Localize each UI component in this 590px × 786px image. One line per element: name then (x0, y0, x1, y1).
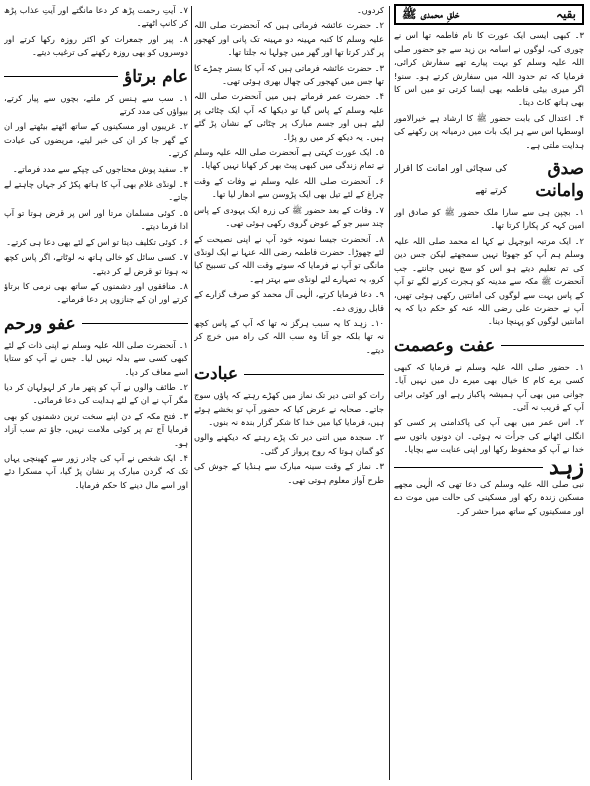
paragraph: نبی صلی اللہ علیہ وسلم کی دعا تھی کہ الٰہی مجھے مسکین زندہ رکھ اور مسکینی کی حالت میں موت دے اور مسکینوں کے ساتھ میرا حشر کر۔ (394, 478, 584, 516)
paragraph: ۳۔ نماز کے وقت سینہ مبارک سے ہنڈیا کے جوش کی طرح آواز معلوم ہوتی تھی۔ (194, 461, 384, 485)
paragraph: ۲۔ سجدہ میں اتنی دیر تک پڑے رہتے کہ دیکھنے والوں کو گمان ہوتا کہ روح پرواز کر گئی۔ (194, 432, 384, 456)
section-title: صدق وامانت (535, 159, 584, 202)
paragraph: ۳۔ حضرت عائشہ فرماتی ہیں کہ آپ کا بستر چمڑے کا تھا جس میں کھجور کی چھال بھری ہوئی تھی۔ (194, 62, 384, 87)
paragraph: ۴۔ لونڈی غلام بھی آپ کا ہاتھ پکڑ کر جہاں چاہتے لے جاتے۔ (4, 179, 188, 203)
section-heading-afw (4, 313, 188, 335)
heading-rule (82, 323, 188, 324)
heading-rule (4, 76, 118, 77)
paragraph: ۳۔ فتح مکہ کے دن اپنے سخت ترین دشمنوں کو بھی فرمایا آج تم پر کوئی ملامت نہیں، جاؤ تم سب آزاد ہو۔ (4, 410, 188, 448)
heading-rule (244, 374, 384, 375)
paragraph: ۳۔ کبھی ایسی ایک عورت کا نام فاطمہ تھا اس نے چوری کی، لوگوں نے اسامہ بن زید سے جو حضور صلی اللہ علیہ وسلم کو بہت پیارے تھے سفارش کرائی، فرمایا کہ تم حدود اللہ میں سفارش کرتے ہو۔ سنو! اگر میری بیٹی فاطمہ بھی ایسا کرتی تو میں اس کا بھی ہاتھ کاٹ دیتا۔ (394, 30, 584, 108)
paragraph: ۱۔ بچپن ہی سے سارا ملک حضور ﷺ کو صادق اور امین کہہ کر پکارا کرتا تھا۔ (394, 207, 584, 231)
paragraph: ۶۔ آنحضرت صلی اللہ علیہ وسلم نے وفات کے وقت چراغ کے لئے تیل بھی ایک پڑوسن سے ادھار لیا تھا۔ (194, 175, 384, 200)
section-subtitle: کی سچائی اور امانت کا اقرار کرتے تھے (394, 164, 508, 197)
paragraph: ۸۔ منافقوں اور دشمنوں کے ساتھ بھی نرمی کا برتاؤ کرتے اور ان کے جنازوں پر دعا فرماتے۔ (4, 280, 188, 305)
paragraph: ۵۔ ایک عورت کہتی ہے آنحضرت صلی اللہ علیہ وسلم نے تمام زندگی میں کبھی پیٹ بھر کر کھانا نہیں کھایا۔ (194, 147, 384, 171)
paragraph: رات کو اتنی دیر تک نماز میں کھڑے رہتے کہ پاؤں سوج جاتے۔ صحابہ نے عرض کیا کہ حضور آپ تو بخشے ہوئے ہیں، فرمایا کیا میں خدا کا شکر گزار بندہ نہ بنوں۔ (194, 390, 384, 427)
paragraph: ۳۔ سفید پوش محتاجوں کی چپکے سے مدد فرماتے۔ (12, 163, 188, 174)
section-heading-aam (4, 66, 188, 88)
section-heading-zuhd (394, 453, 584, 480)
paragraph: ۹۔ دعا فرمایا کرتے، الٰہی آل محمد کو صرف گزارے کے قابل روزی دے۔ (194, 289, 384, 313)
column-divider (191, 6, 192, 780)
section-title: عفو ورحم (4, 313, 76, 334)
paragraph: ۸۔ پیر اور جمعرات کو اکثر روزہ رکھا کرتے اور دوسروں کو بھی روزہ رکھنے کی ترغیب دیتے۔ (4, 33, 188, 58)
paragraph: ۴۔ حضرت عمر فرماتے ہیں میں آنحضرت صلی اللہ علیہ وسلم کے پاس گیا تو دیکھا کہ آپ ایک چٹائی پر لیٹے ہیں اور جسم مبارک پر چٹائی کے نشان پڑ گئے ہیں۔ یہ دیکھ کر میں رو پڑا۔ (194, 91, 384, 142)
paragraph: ۵۔ کوئی مسلمان مرتا اور اس پر قرض ہوتا تو آپ ادا فرما دیتے۔ (4, 207, 188, 232)
section-heading-iffat (394, 335, 584, 357)
column-middle (194, 4, 384, 782)
paragraph: ۲۔ اس عمر میں بھی آپ کی پاکدامنی پر کسی کو انگلی اٹھانے کی جرأت نہ ہوئی۔ ان دونوں باتوں سے خدا نے آپ کو محفوظ رکھا اور اپنی عنایت سے بچایا۔ (394, 417, 584, 455)
paragraph: ۴۔ اعتدال کی بابت حضور ﷺ کا ارشاد ہے خیرالامور اوسطہا اس سے ہر ایک بات میں درمیانہ پن رکھنے کی ہدایت ملتی ہے۔ (394, 112, 584, 150)
paragraph: ۲۔ غریبوں اور مسکینوں کے ساتھ اٹھتے بیٹھتے اور ان کے گھر جا کر ان کی خبر لیتے، مریضوں کی عیادت کرتے۔ (4, 121, 188, 159)
paragraph: ۱۰۔ زہد کا یہ سبب ہرگز نہ تھا کہ آپ کے پاس کچھ نہ تھا بلکہ جو آتا وہ سب اللہ کی راہ میں خرچ کر دیتے۔ (194, 317, 384, 355)
paragraph: ۱۔ حضور صلی اللہ علیہ وسلم نے فرمایا کہ کبھی کسی برے کام کا خیال بھی میرے دل میں نہیں آیا۔ جوانی میں بھی آپ ہمیشہ پاکباز رہے اور کوئی برائی آپ کے قریب نہ آئی۔ (394, 361, 584, 412)
column-divider (389, 6, 390, 780)
paragraph: کردوں۔ (356, 5, 384, 15)
section-title: عبادت (194, 364, 239, 385)
paragraph: ۲۔ ایک مرتبہ ابوجہل نے کہا اے محمد صلی اللہ علیہ وسلم ہم آپ کو جھوٹا نہیں سمجھتے لیکن جس دین کی تم تعلیم دیتے ہو اس کو سچ نہیں جانتے۔ جب آنحضرت ﷺ مکہ سے مدینہ کو ہجرت کرنے لگے تو آپ کے پاس بہت سے لوگوں کی امانتیں رکھی ہوئی تھیں، آپ نے حضرت علی رضی اللہ عنہ کو حکم دیا کہ یہ امانتیں لوگوں کو پہنچا دینا۔ (394, 235, 584, 327)
section-heading-sidq (394, 158, 584, 202)
paragraph: ۸۔ آنحضرت جیسا نمونہ خود آپ نے اپنی نصیحت کے لئے چھوڑا۔ حضرت فاطمہ رضی اللہ عنہا نے ایک لونڈی مانگی تو آپ نے فرمایا کہ سوتے وقت اللہ کی تسبیح کیا کرو، یہ تمہارے لئے لونڈی سے بہتر ہے۔ (194, 233, 384, 284)
column-left (4, 4, 188, 782)
paragraph: ۲۔ حضرت عائشہ فرماتی ہیں کہ آنحضرت صلی اللہ علیہ وسلم کا کنبہ مہینہ دو مہینہ تک پانی اور کھجور پر گذر کرتا تھا اور گھر میں چولہا نہ جلتا تھا۔ (194, 20, 384, 58)
paragraph: ۱۔ آنحضرت صلی اللہ علیہ وسلم نے اپنی ذات کے لئے کبھی کسی سے بدلہ نہیں لیا۔ جس نے آپ کو ستایا اسے معاف کر دیا۔ (4, 339, 188, 377)
paragraph: ۷۔ وفات کے بعد حضور ﷺ کی زرہ ایک یہودی کے پاس چند سیر جو کے عوض گروی رکھی ہوئی تھی۔ (194, 204, 384, 229)
header-title: خلقِ محمدی ﷺ (402, 7, 460, 21)
paragraph: ۶۔ کوئی تکلیف دیتا تو اس کے لئے بھی دعا ہی کرتے۔ (6, 236, 188, 247)
heading-rule (501, 345, 584, 346)
section-title: عام برتاؤ (124, 66, 188, 87)
paragraph: ۷۔ کسی سائل کو خالی ہاتھ نہ لوٹاتے، اگر پاس کچھ نہ ہوتا تو قرض لے کر دیتے۔ (4, 252, 188, 276)
header-label: بقیہ (555, 7, 576, 21)
section-heading-ibadat (194, 363, 384, 385)
paragraph: ۷۔ آیتِ رحمت پڑھ کر دعا مانگتے اور آیتِ عذاب پڑھ کر کانپ اٹھتے۔ (4, 5, 188, 29)
header-box (394, 4, 584, 25)
paragraph: ۲۔ طائف والوں نے آپ کو پتھر مار کر لہولہان کر دیا مگر آپ نے ان کے لئے ہدایت کی دعا فرمائی۔ (4, 381, 188, 406)
section-title: عفت وعصمت (394, 335, 495, 356)
column-right (394, 4, 584, 782)
paragraph: ۴۔ ایک شخص نے آپ کی چادر زور سے کھینچی یہاں تک کہ گردن مبارک پر نشان پڑ گیا، آپ مسکرا دئے اور اسے مال دینے کا حکم فرمایا۔ (4, 452, 188, 490)
heading-rule (394, 467, 543, 468)
section-title: زہد (548, 453, 584, 480)
paragraph: ۱۔ سب سے ہنس کر ملتے، بچوں سے پیار کرتے، بیواؤں کی مدد کرتے (4, 92, 188, 117)
